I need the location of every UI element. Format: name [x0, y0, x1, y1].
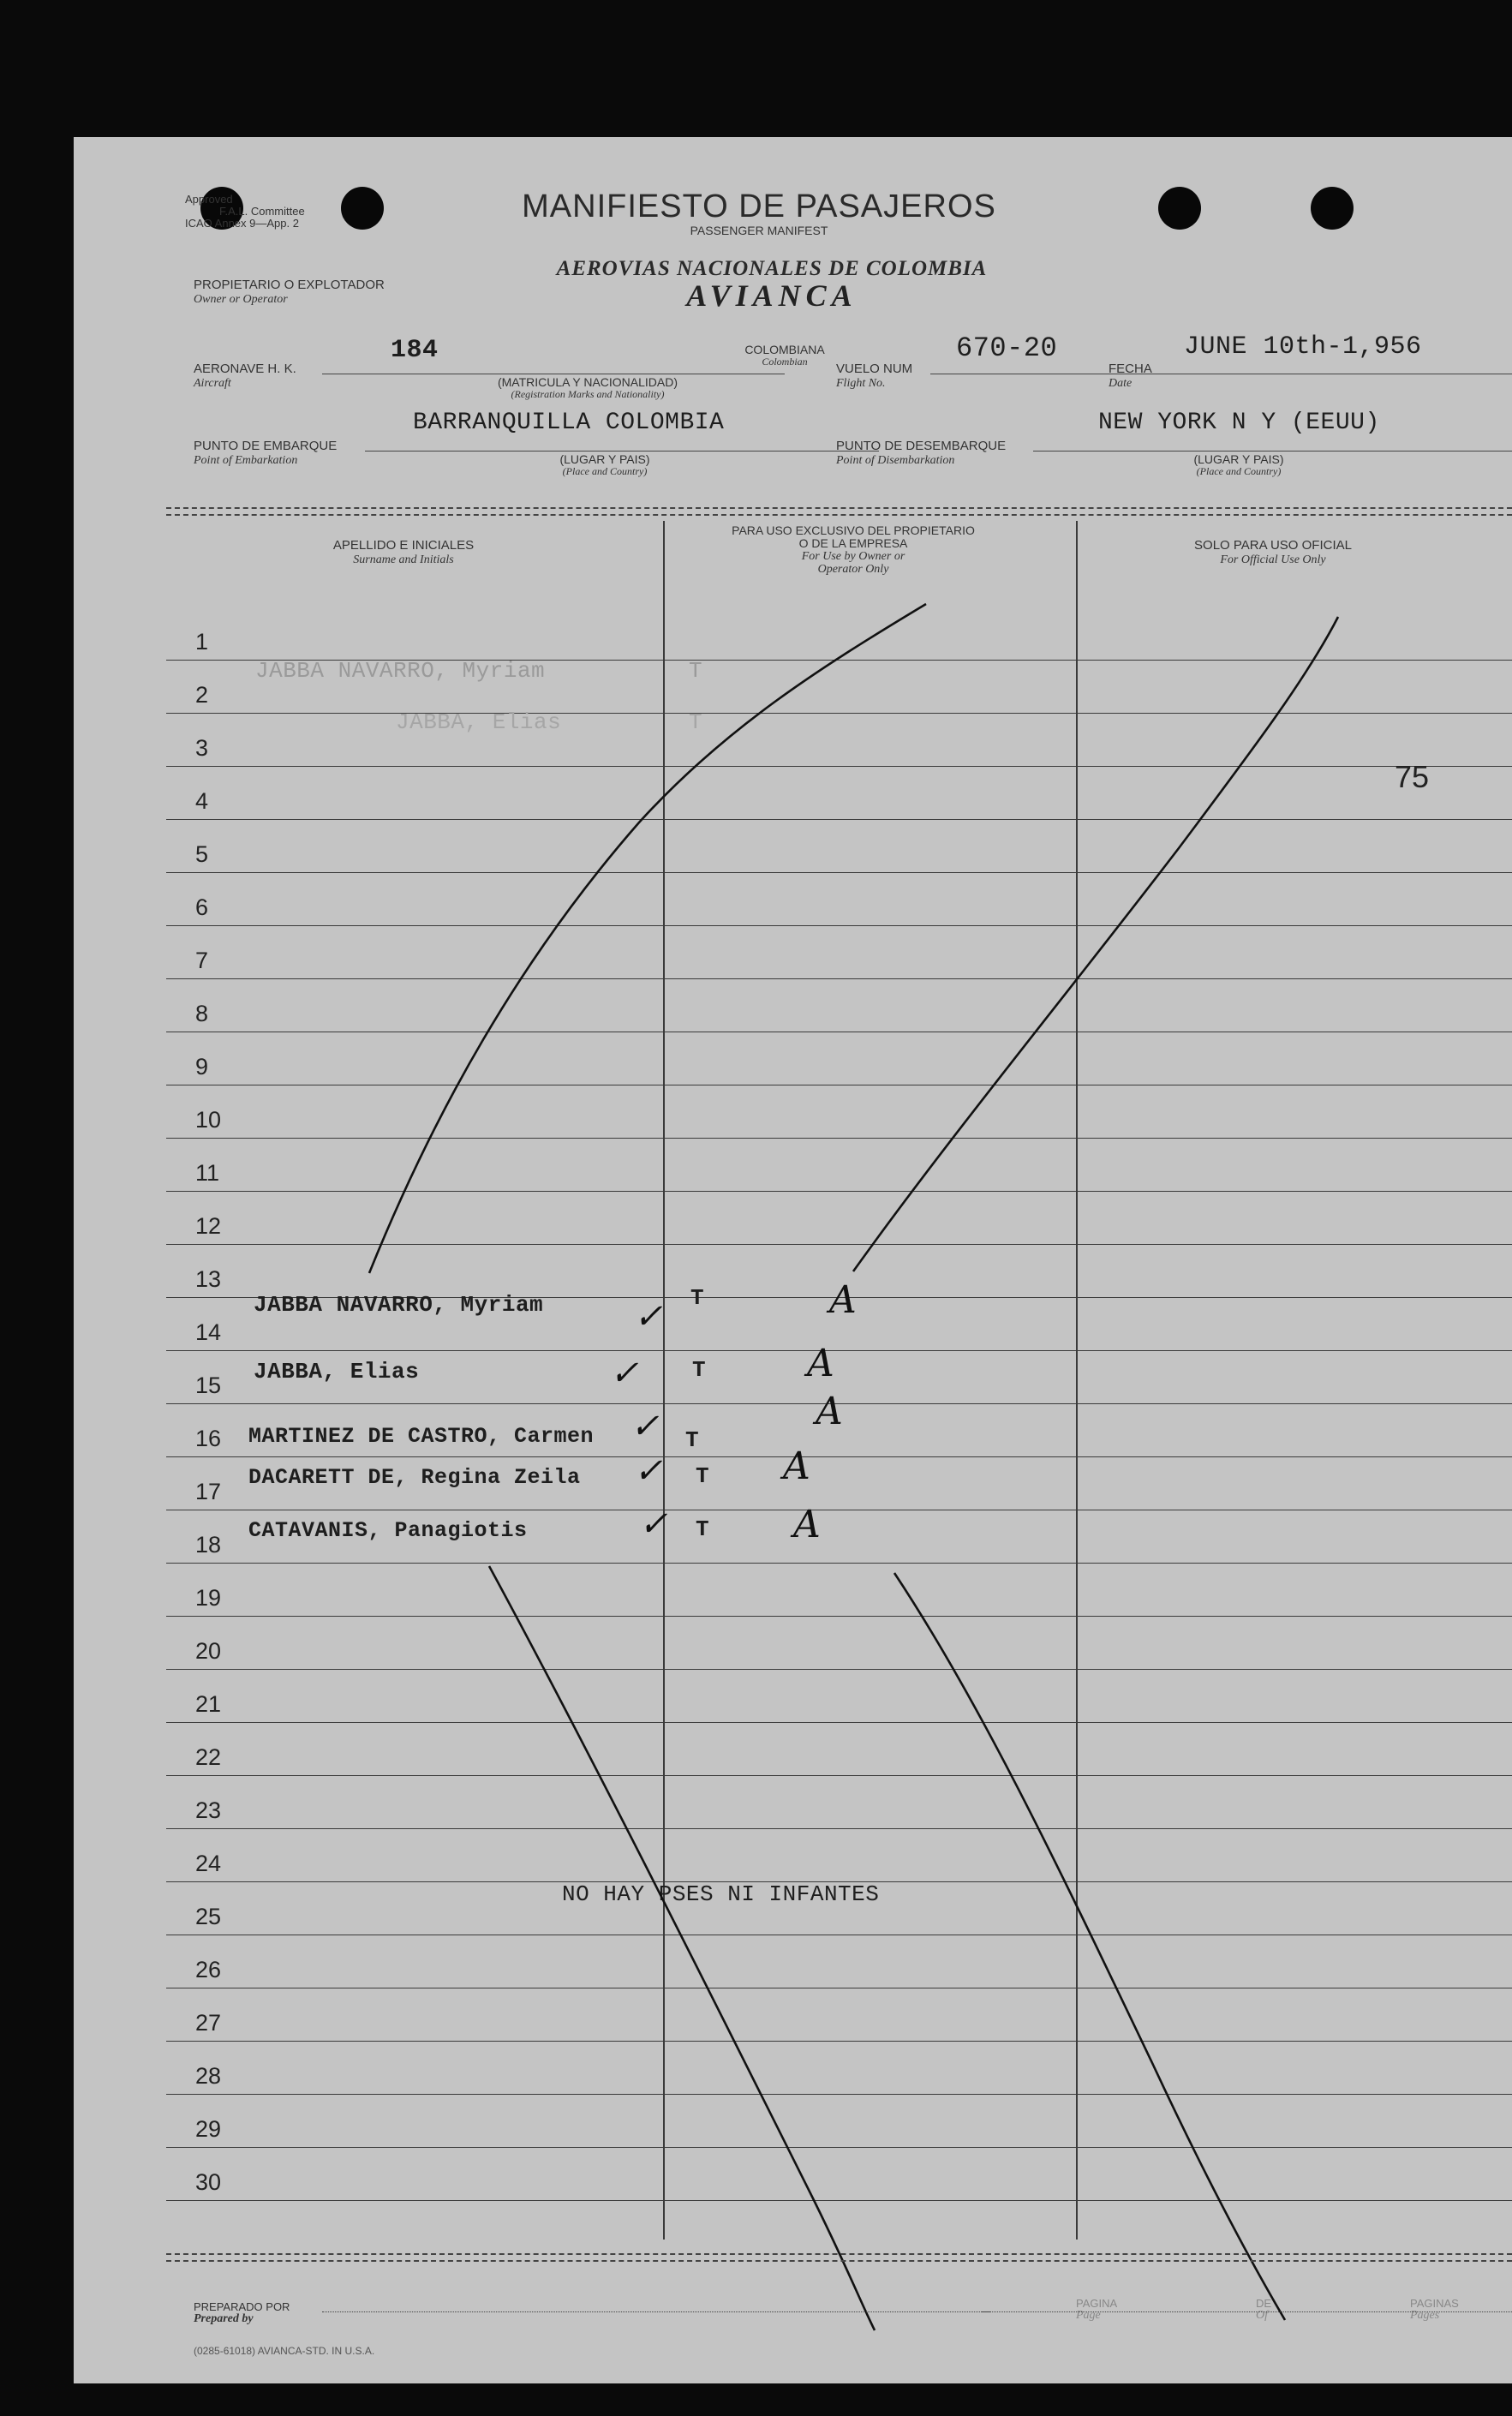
row-number: 20: [195, 1638, 222, 1664]
prepared-by-es: PREPARADO POR: [194, 2300, 290, 2313]
page-label-es: PAGINA: [1076, 2297, 1118, 2310]
disembark-label-es: PUNTO DE DESEMBARQUE: [836, 439, 1007, 453]
passenger-name: CATAVANIS, Panagiotis: [248, 1518, 528, 1543]
of-label-en: Of: [1256, 2309, 1268, 2322]
flight-label-es: VUELO NUM: [836, 362, 913, 376]
registration-label-en: (Registration Marks and Nationality): [511, 388, 665, 400]
passenger-name: DACARETT DE, Regina Zeila: [248, 1465, 581, 1490]
row-number: 23: [195, 1797, 222, 1823]
faded-entry-name: JABBA NAVARRO, Myriam: [255, 658, 546, 684]
strike-line: [369, 604, 926, 1273]
footer-underline: [982, 2311, 1512, 2312]
col-header-owner-use-l2: O DE LA EMPRESA: [798, 536, 908, 550]
embark-label-es: PUNTO DE EMBARQUE: [194, 439, 338, 453]
row-number: 16: [195, 1426, 222, 1451]
faded-entry-code: T: [689, 658, 703, 684]
faded-entry-name: JABBA, Elias: [396, 709, 562, 735]
passenger-mark: A: [783, 1444, 810, 1488]
passenger-code: T: [692, 1357, 707, 1383]
registration-label-es: (MATRICULA Y NACIONALIDAD): [497, 375, 678, 389]
flight-value: 670-20: [956, 332, 1058, 364]
strike-line: [853, 617, 1338, 1271]
prepared-by-label: [194, 2301, 290, 2325]
passenger-code: T: [696, 1516, 710, 1542]
row-number: 18: [195, 1532, 222, 1558]
manifest-sheet: [74, 137, 1512, 2383]
stamp-line-1: Approved: [185, 193, 233, 206]
aircraft-label-es: AERONAVE H. K.: [194, 362, 296, 376]
col-header-surname-es: APELLIDO E INICIALES: [332, 538, 475, 553]
no-minors-note: NO HAY PSES NI INFANTES: [562, 1881, 880, 1907]
row-number: 11: [195, 1160, 220, 1186]
embark-value: BARRANQUILLA COLOMBIA: [413, 410, 725, 436]
row-number: 14: [195, 1319, 222, 1345]
passenger-code: T: [690, 1285, 705, 1311]
faded-entry-code: T: [689, 709, 703, 735]
passenger-check: ✓: [639, 1504, 668, 1544]
col-header-surname-en: Surname and Initials: [353, 553, 454, 566]
passenger-check: ✓: [634, 1451, 663, 1491]
embark-place-es: (LUGAR Y PAIS): [559, 452, 650, 466]
airline-full-name: AEROVIAS NACIONALES DE COLOMBIA: [556, 257, 988, 280]
row-number: 5: [195, 841, 209, 867]
row-number: 3: [195, 735, 209, 761]
flight-label-en: Flight No.: [836, 377, 886, 390]
date-label-es: FECHA: [1109, 362, 1152, 376]
page-label-en: Page: [1076, 2309, 1101, 2322]
disembark-place-es: (LUGAR Y PAIS): [1193, 452, 1284, 466]
page-subtitle: PASSENGER MANIFEST: [690, 224, 828, 237]
official-count: 75: [1395, 759, 1430, 794]
row-number: 12: [195, 1213, 222, 1239]
pages-label-es: PAGINAS: [1410, 2297, 1459, 2310]
nationality-es: COLOMBIANA: [744, 343, 825, 356]
row-number: 28: [195, 2063, 222, 2089]
date-label-en: Date: [1109, 377, 1133, 390]
strike-line: [894, 1573, 1285, 2320]
page-title: MANIFIESTO DE PASAJEROS: [522, 188, 996, 224]
passenger-code: T: [696, 1463, 710, 1489]
pages-label-en: Pages: [1410, 2309, 1440, 2322]
col-header-owner-use-en2: Operator Only: [817, 563, 889, 576]
row-number: 10: [195, 1107, 222, 1133]
row-number: 15: [195, 1372, 222, 1398]
owner-label-en: Owner or Operator: [194, 293, 288, 306]
row-number: 6: [195, 894, 209, 920]
passenger-name: MARTINEZ DE CASTRO, Carmen: [248, 1424, 595, 1449]
airline-short-name: AVIANCA: [686, 278, 858, 313]
embark-place-en: (Place and Country): [562, 465, 648, 477]
row-number: 25: [195, 1904, 222, 1929]
passenger-name: JABBA NAVARRO, Myriam: [254, 1292, 544, 1318]
disembark-place-en: (Place and Country): [1196, 465, 1282, 477]
passenger-mark: A: [829, 1278, 857, 1322]
row-number: 26: [195, 1957, 222, 1982]
of-label: [1256, 2298, 1271, 2322]
nationality-en: Colombian: [762, 356, 808, 368]
stamp-line-3: ICAO Annex 9—App. 2: [185, 217, 299, 230]
row-number: 7: [195, 948, 209, 973]
aircraft-label-en: Aircraft: [194, 377, 231, 390]
row-number: 30: [195, 2169, 222, 2195]
passenger-check: ✓: [610, 1354, 639, 1393]
passenger-name: JABBA, Elias: [254, 1359, 420, 1384]
passenger-check: ✓: [630, 1407, 660, 1446]
row-number: 9: [195, 1054, 209, 1079]
printer-imprint: (0285-61018) AVIANCA-STD. IN U.S.A.: [194, 2345, 375, 2357]
row-number: 19: [195, 1585, 222, 1611]
embark-label-en: Point of Embarkation: [194, 454, 298, 467]
passenger-mark: A: [807, 1342, 834, 1385]
strike-line: [489, 1566, 875, 2330]
col-header-owner-use-l1: PARA USO EXCLUSIVO DEL PROPIETARIO: [732, 523, 975, 537]
passenger-code: T: [685, 1427, 700, 1453]
row-number: 29: [195, 2116, 222, 2142]
prepared-by-underline: [322, 2311, 990, 2312]
pages-label: [1410, 2298, 1459, 2322]
row-number: 4: [195, 788, 209, 814]
disembark-value: NEW YORK N Y (EEUU): [1098, 410, 1380, 436]
stamp-line-2: F.A.L. Committee: [219, 205, 305, 218]
strike-lines: [74, 137, 1512, 2383]
table-bottom-rule: [166, 2253, 1512, 2262]
date-value: JUNE 10th-1,956: [1184, 332, 1422, 362]
page-label: [1076, 2298, 1117, 2322]
of-label-es: DE: [1256, 2297, 1272, 2310]
prepared-by-en: Prepared by: [194, 2312, 254, 2325]
row-number: 13: [195, 1266, 222, 1292]
col-header-official-en: For Official Use Only: [1220, 553, 1326, 566]
passenger-mark: A: [816, 1390, 843, 1433]
col-header-official-es: SOLO PARA USO OFICIAL: [1194, 538, 1352, 553]
col-header-owner-use-en1: For Use by Owner or: [801, 550, 905, 563]
row-number: 8: [195, 1001, 209, 1026]
row-number: 21: [195, 1691, 222, 1717]
disembark-label-en: Point of Disembarkation: [836, 454, 955, 467]
passenger-mark: A: [793, 1503, 821, 1546]
row-number: 27: [195, 2010, 222, 2036]
row-number: 1: [195, 629, 209, 655]
passenger-check: ✓: [634, 1297, 663, 1337]
aircraft-value: 184: [391, 336, 439, 365]
owner-label-es: PROPIETARIO O EXPLOTADOR: [194, 278, 385, 292]
row-number: 24: [195, 1851, 222, 1876]
row-number: 17: [195, 1479, 222, 1504]
row-number: 2: [195, 682, 209, 708]
row-number: 22: [195, 1744, 222, 1770]
